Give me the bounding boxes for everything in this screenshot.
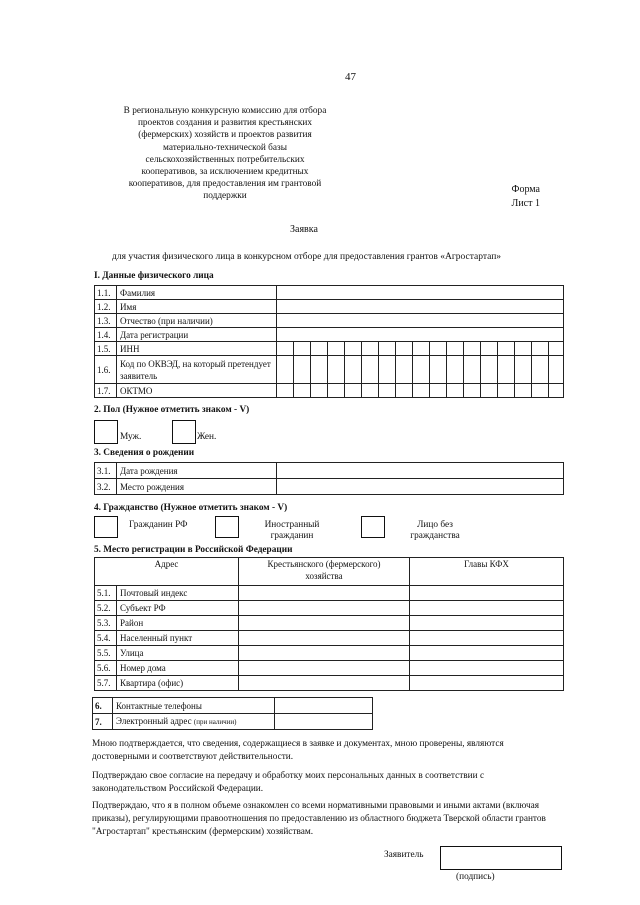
addressee-line: В региональную конкурсную комиссию для отбора bbox=[123, 106, 327, 116]
signature-field[interactable] bbox=[440, 846, 562, 870]
inn-cell[interactable] bbox=[481, 342, 498, 356]
foreign-citizen-checkbox[interactable] bbox=[215, 516, 239, 538]
addressee-line: кооперативов, для предоставления им грантовой bbox=[128, 179, 322, 190]
row-number: 1.3. bbox=[95, 314, 117, 328]
foreign-citizen-line2: гражданин bbox=[270, 531, 314, 542]
row-number: 3.1. bbox=[95, 463, 117, 479]
inn-cell[interactable] bbox=[515, 342, 532, 356]
row-number: 7. bbox=[93, 714, 113, 730]
citizen-rf-checkbox[interactable] bbox=[94, 516, 118, 538]
oktmo-cell[interactable] bbox=[498, 384, 515, 398]
oktmo-cell[interactable] bbox=[532, 384, 549, 398]
row-label: ОКТМО bbox=[117, 384, 277, 398]
inn-cell[interactable] bbox=[294, 342, 311, 356]
table-row bbox=[95, 342, 564, 356]
table-header-row bbox=[95, 558, 564, 586]
head-house-field[interactable] bbox=[410, 661, 564, 676]
section3-heading: 3. Сведения о рождении bbox=[94, 448, 195, 458]
row-label: Код по ОКВЭД, на который претендует заявитель bbox=[117, 356, 277, 384]
okved-cell[interactable] bbox=[396, 356, 413, 384]
table-row bbox=[95, 631, 564, 646]
male-checkbox[interactable] bbox=[94, 420, 118, 444]
form-label: Форма bbox=[511, 184, 540, 195]
oktmo-cell[interactable] bbox=[481, 384, 498, 398]
page-number: 47 bbox=[345, 71, 356, 83]
inn-cell[interactable] bbox=[413, 342, 430, 356]
table-row bbox=[93, 698, 373, 714]
oktmo-cell[interactable] bbox=[447, 384, 464, 398]
oktmo-cell[interactable] bbox=[294, 384, 311, 398]
row-label: Субъект РФ bbox=[117, 601, 239, 616]
head-apartment-field[interactable] bbox=[410, 676, 564, 691]
email-note: (при наличии) bbox=[193, 718, 237, 726]
row-number: 5.7. bbox=[95, 676, 117, 691]
oktmo-cell[interactable] bbox=[277, 384, 294, 398]
table-row bbox=[95, 356, 564, 384]
row-number: 5.2. bbox=[95, 601, 117, 616]
document-purpose: для участия физического лица в конкурсном отборе для предоставления грантов «Агростартап» bbox=[112, 252, 502, 262]
row-number: 5.1. bbox=[95, 586, 117, 601]
column-header-head: Главы КФХ bbox=[410, 558, 564, 586]
oktmo-cell[interactable] bbox=[430, 384, 447, 398]
inn-cell[interactable] bbox=[345, 342, 362, 356]
row-label: Фамилия bbox=[117, 286, 277, 300]
section4-heading: 4. Гражданство (Нужное отметить знаком - V) bbox=[94, 503, 288, 513]
oktmo-cell[interactable] bbox=[515, 384, 532, 398]
row-label: Почтовый индекс bbox=[117, 586, 239, 601]
name-field[interactable] bbox=[277, 300, 564, 314]
row-number: 5.4. bbox=[95, 631, 117, 646]
kfh-region-field[interactable] bbox=[239, 601, 410, 616]
addressee-line: проектов создания и развития крестьянских bbox=[137, 118, 313, 129]
row-number: 1.4. bbox=[95, 328, 117, 342]
row-number: 1.2. bbox=[95, 300, 117, 314]
oktmo-cell[interactable] bbox=[413, 384, 430, 398]
row-number: 5.3. bbox=[95, 616, 117, 631]
row-number: 5.6. bbox=[95, 661, 117, 676]
inn-cell[interactable] bbox=[396, 342, 413, 356]
okved-cell[interactable] bbox=[447, 356, 464, 384]
sheet-label: Лист 1 bbox=[511, 198, 540, 209]
female-checkbox[interactable] bbox=[172, 420, 196, 444]
head-street-field[interactable] bbox=[410, 646, 564, 661]
oktmo-cell[interactable] bbox=[328, 384, 345, 398]
patronymic-field[interactable] bbox=[277, 314, 564, 328]
stateless-line1: Лицо без bbox=[417, 520, 453, 530]
inn-cell[interactable] bbox=[532, 342, 549, 356]
okved-cell[interactable] bbox=[481, 356, 498, 384]
phone-field[interactable] bbox=[275, 698, 373, 714]
stateless-checkbox[interactable] bbox=[361, 516, 385, 538]
okved-cell[interactable] bbox=[345, 356, 362, 384]
row-label: Место рождения bbox=[117, 479, 277, 495]
addressee-line: сельскохозяйственных потребительских bbox=[145, 154, 305, 165]
row-label: Улица bbox=[117, 646, 239, 661]
okved-cell[interactable] bbox=[362, 356, 379, 384]
oktmo-cell[interactable] bbox=[345, 384, 362, 398]
addressee-line: кооперативов, за исключением кредитных bbox=[141, 167, 309, 178]
head-region-field[interactable] bbox=[410, 601, 564, 616]
table-row bbox=[95, 601, 564, 616]
row-label: Дата рождения bbox=[117, 463, 277, 479]
row-number: 1.6. bbox=[95, 356, 117, 384]
row-number: 6. bbox=[93, 698, 113, 714]
kfh-apartment-field[interactable] bbox=[239, 676, 410, 691]
okved-cell[interactable] bbox=[311, 356, 328, 384]
row-label: Дата регистрации bbox=[117, 328, 277, 342]
row-label: Отчество (при наличии) bbox=[117, 314, 277, 328]
kfh-postal-code-field[interactable] bbox=[239, 586, 410, 601]
oktmo-cell[interactable] bbox=[464, 384, 481, 398]
okved-cell[interactable] bbox=[498, 356, 515, 384]
inn-cell[interactable] bbox=[498, 342, 515, 356]
foreign-citizen-label bbox=[257, 520, 327, 542]
citizen-rf-label: Гражданин РФ bbox=[129, 520, 188, 530]
table-row bbox=[95, 384, 564, 398]
foreign-citizen-line1: Иностранный bbox=[264, 520, 320, 530]
table-row bbox=[95, 314, 564, 328]
row-number: 5.5. bbox=[95, 646, 117, 661]
row-label: Район bbox=[117, 616, 239, 631]
statement-consent: Подтверждаю свое согласие на передачу и обработку моих персональных данных в соответствии с законодательством Российской Федерации. bbox=[92, 771, 485, 794]
row-number: 1.5. bbox=[95, 342, 117, 356]
inn-cell[interactable] bbox=[328, 342, 345, 356]
table-row bbox=[95, 286, 564, 300]
row-label: Контактные телефоны bbox=[113, 698, 275, 714]
statement-acknowledgement: Подтверждаю, что я в полном объеме ознакомлен со всеми нормативными правовыми и иными актами (включая приказы), регулирующими правоотношения по предоставлению из областного бюджета Тверской области грантов "Агростартап" крестьянским (фермерским) хозяйствам. bbox=[92, 801, 546, 837]
surname-field[interactable] bbox=[277, 286, 564, 300]
form-label-block bbox=[490, 183, 540, 211]
oktmo-cell[interactable] bbox=[311, 384, 328, 398]
email-label: Электронный адрес bbox=[116, 716, 192, 726]
personal-data-table bbox=[94, 285, 564, 398]
contacts-table bbox=[92, 697, 373, 730]
okved-cell[interactable] bbox=[549, 356, 564, 384]
row-label: Имя bbox=[117, 300, 277, 314]
email-field[interactable] bbox=[275, 714, 373, 730]
okved-cell[interactable] bbox=[328, 356, 345, 384]
head-locality-field[interactable] bbox=[410, 631, 564, 646]
inn-cell[interactable] bbox=[362, 342, 379, 356]
okved-cell[interactable] bbox=[379, 356, 396, 384]
addressee-line: материально-технической базы bbox=[163, 142, 287, 153]
okved-cell[interactable] bbox=[515, 356, 532, 384]
inn-cell[interactable] bbox=[277, 342, 294, 356]
inn-cell[interactable] bbox=[311, 342, 328, 356]
table-row bbox=[95, 646, 564, 661]
birth-date-field[interactable] bbox=[277, 463, 564, 479]
okved-cell[interactable] bbox=[294, 356, 311, 384]
table-row bbox=[95, 661, 564, 676]
kfh-house-field[interactable] bbox=[239, 661, 410, 676]
column-header-kfh bbox=[239, 558, 410, 586]
addressee-block bbox=[100, 105, 350, 203]
table-row bbox=[95, 586, 564, 601]
oktmo-cell[interactable] bbox=[396, 384, 413, 398]
column-header-kfh-line1: Крестьянского (фермерского) bbox=[267, 559, 381, 569]
section2-heading: 2. Пол (Нужное отметить знаком - V) bbox=[94, 405, 250, 415]
document-title: Заявка bbox=[290, 224, 318, 235]
row-number: 1.1. bbox=[95, 286, 117, 300]
signature-caption: (подпись) bbox=[456, 872, 495, 882]
section1-heading: I. Данные физического лица bbox=[94, 271, 214, 281]
table-row bbox=[95, 676, 564, 691]
registration-address-table bbox=[94, 557, 564, 691]
row-label: Населенный пункт bbox=[117, 631, 239, 646]
kfh-locality-field[interactable] bbox=[239, 631, 410, 646]
kfh-district-field[interactable] bbox=[239, 616, 410, 631]
addressee-line: (фермерских) хозяйств и проектов развития bbox=[138, 130, 312, 141]
table-row bbox=[95, 479, 564, 495]
okved-cell[interactable] bbox=[413, 356, 430, 384]
female-label: Жен. bbox=[197, 432, 217, 442]
inn-cell[interactable] bbox=[430, 342, 447, 356]
statement-accuracy: Мною подтверждается, что сведения, содержащиеся в заявке и документах, мною проверены, являются достоверными и соответствуют действительности. bbox=[92, 739, 504, 762]
male-label: Муж. bbox=[120, 432, 142, 442]
registration-date-field[interactable] bbox=[277, 328, 564, 342]
row-label: ИНН bbox=[117, 342, 277, 356]
table-row bbox=[95, 328, 564, 342]
table-row bbox=[95, 463, 564, 479]
column-header-kfh-line2: хозяйства bbox=[305, 571, 343, 581]
row-label: Номер дома bbox=[117, 661, 239, 676]
stateless-line2: гражданства bbox=[410, 531, 460, 542]
stateless-label bbox=[400, 520, 470, 542]
inn-cell[interactable] bbox=[549, 342, 564, 356]
okved-cell[interactable] bbox=[430, 356, 447, 384]
inn-cell[interactable] bbox=[447, 342, 464, 356]
oktmo-cell[interactable] bbox=[379, 384, 396, 398]
head-district-field[interactable] bbox=[410, 616, 564, 631]
section5-heading: 5. Место регистрации в Российской Федерации bbox=[94, 545, 293, 555]
table-row bbox=[95, 616, 564, 631]
birth-table bbox=[94, 462, 564, 495]
okved-cell[interactable] bbox=[277, 356, 294, 384]
head-postal-code-field[interactable] bbox=[410, 586, 564, 601]
row-label: Квартира (офис) bbox=[117, 676, 239, 691]
row-number: 1.7. bbox=[95, 384, 117, 398]
row-label bbox=[113, 714, 275, 730]
table-row bbox=[95, 300, 564, 314]
row-number: 3.2. bbox=[95, 479, 117, 495]
oktmo-cell[interactable] bbox=[362, 384, 379, 398]
okved-cell[interactable] bbox=[464, 356, 481, 384]
okved-cell[interactable] bbox=[532, 356, 549, 384]
column-header-address: Адрес bbox=[95, 558, 239, 586]
oktmo-cell[interactable] bbox=[549, 384, 564, 398]
birth-place-field[interactable] bbox=[277, 479, 564, 495]
table-row bbox=[93, 714, 373, 730]
addressee-line: поддержки bbox=[203, 191, 247, 202]
kfh-street-field[interactable] bbox=[239, 646, 410, 661]
inn-cell[interactable] bbox=[379, 342, 396, 356]
inn-cell[interactable] bbox=[464, 342, 481, 356]
applicant-label: Заявитель bbox=[384, 850, 424, 860]
